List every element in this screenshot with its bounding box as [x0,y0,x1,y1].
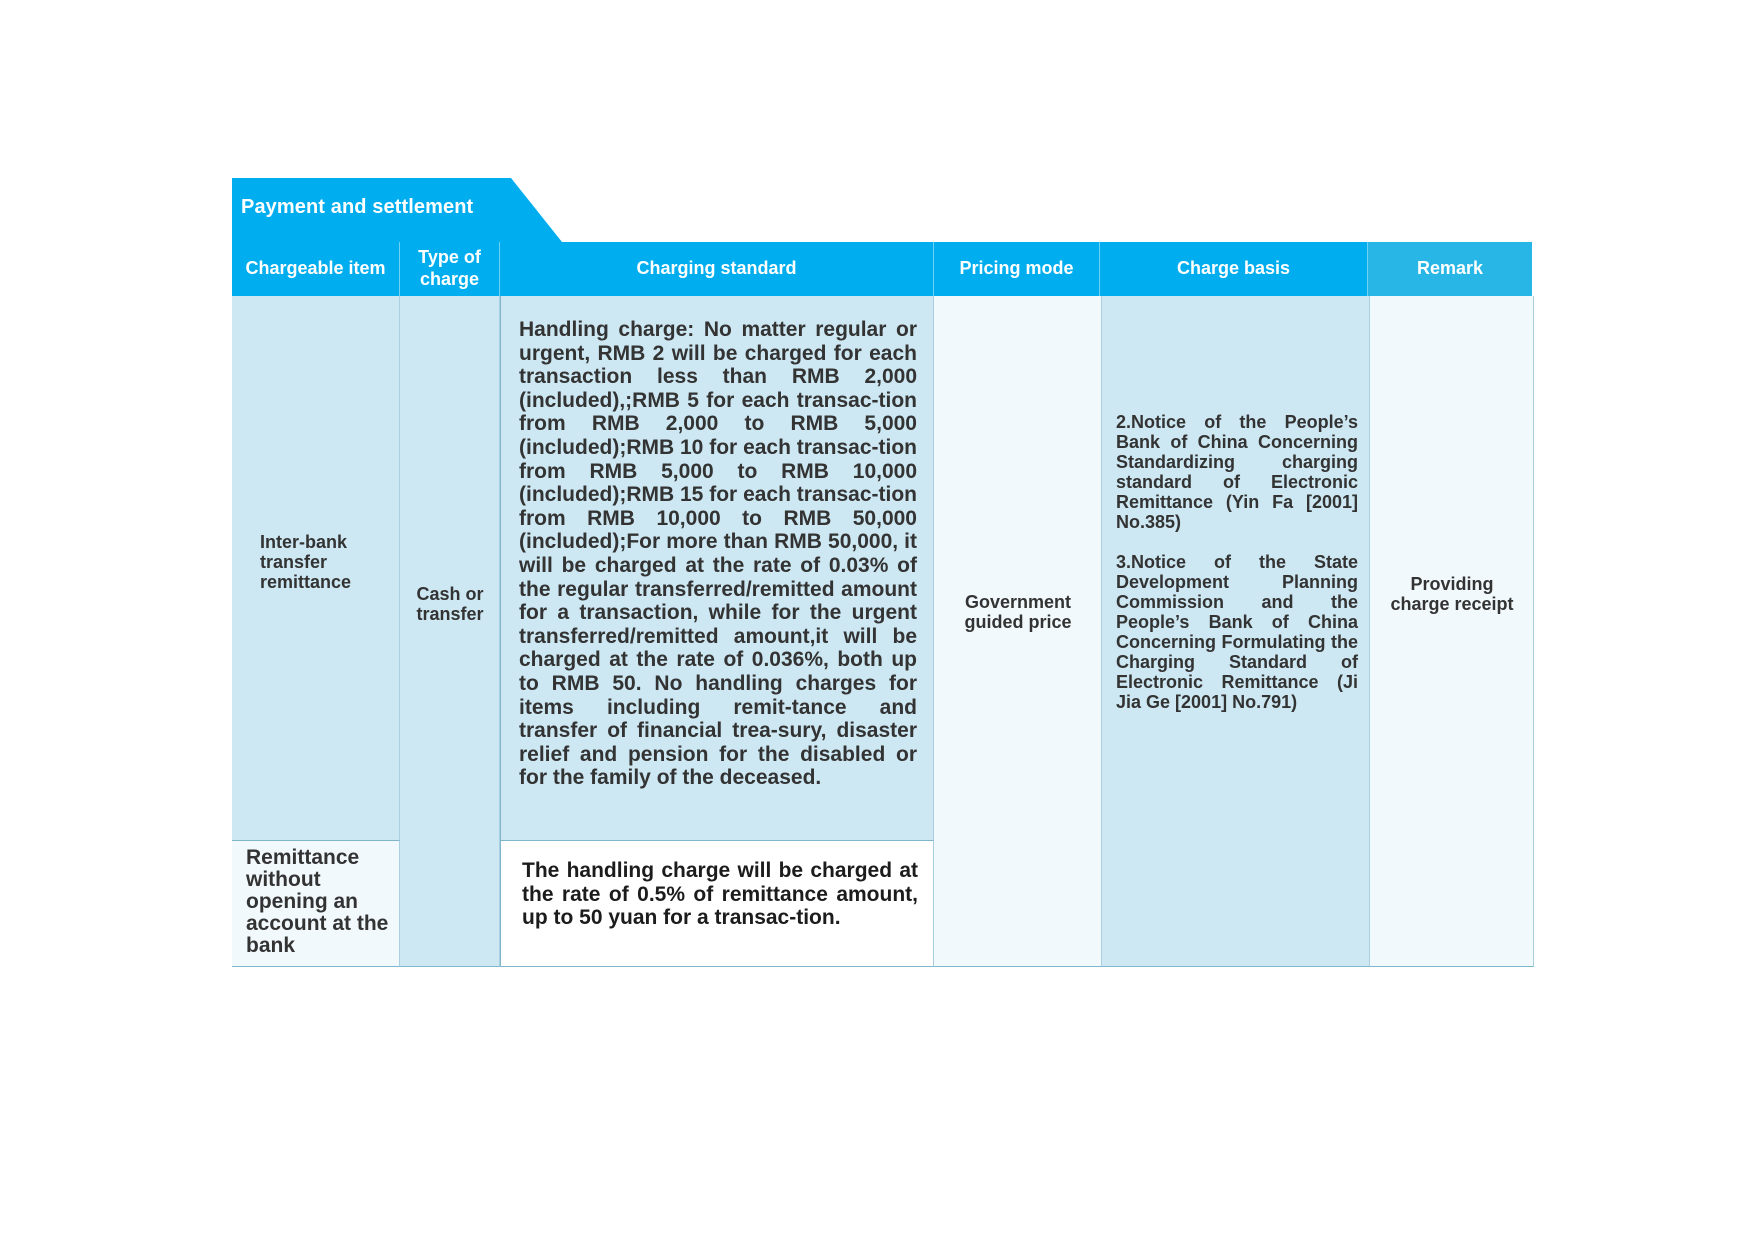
charging-standard-cell-1 [500,296,934,841]
row2-charging-standard: The handling charge will be charged at the rate of 0.5% of remittance amount, up to 50 yuan for a transac-tion. [522,859,918,930]
table-header [232,242,1532,296]
remark-cell [1370,296,1534,967]
section-title: Payment and settlement [241,196,474,218]
header-charging-standard: Charging standard [500,242,934,296]
header-chargeable-item: Chargeable item [232,242,400,296]
charging-standard-cell-2 [500,841,934,967]
charge-basis-item-3: 3.Notice of the State Development Planning Commission and the People’s Bank of China Concerning Formulating the Charging Standard of Electronic Remittance (Ji Jia Ge [2001] No.791) [1116,552,1358,712]
row1-charging-standard: Handling charge: No matter regular or urgent, RMB 2 will be charged for each transaction less than RMB 2,000 (included),;RMB 5 for each transac-tion from RMB 2,000 to RMB 5,000 (included);RMB 10 for each transac-tion from RMB 5,000 to RMB 10,000 (included);RMB 15 for each transac-tion from RMB 10,000 to RMB 50,000 (included);For more than RMB 50,000, it will be charged at the rate of 0.03% of the regular transferred/remitted amount for a transaction, while for the urgent transferred/remitted amount,it will be charged at the rate of 0.036%, both up to RMB 50. No handling charges for items including remit-tance and transfer of financial trea-sury, disaster relief and pension for the disabled or for the family of the deceased. [519,318,917,790]
charge-basis-item-2: 2.Notice of the People’s Bank of China Concerning Standardizing charging standard of Electronic Remittance (Yin Fa [2001] No.385) [1116,412,1358,532]
pricing-mode: Government guided price [964,592,1072,632]
table-row [232,296,400,841]
type-of-charge-cell [400,296,500,967]
type-of-charge: Cash or transfer [416,584,484,624]
header-type-of-charge: Type of charge [400,242,500,296]
header-charge-basis: Charge basis [1100,242,1368,296]
row1-chargeable-item: Inter-bank transfer remittance [260,532,352,592]
remark: Providing charge receipt [1390,574,1514,614]
header-pricing-mode: Pricing mode [934,242,1100,296]
header-remark: Remark [1368,242,1532,296]
pricing-mode-cell [934,296,1102,967]
charge-basis-cell [1102,296,1370,967]
table-row [232,841,400,967]
charge-basis-list [1116,412,1358,712]
row2-chargeable-item: Remittance without opening an account at the bank [246,846,389,957]
